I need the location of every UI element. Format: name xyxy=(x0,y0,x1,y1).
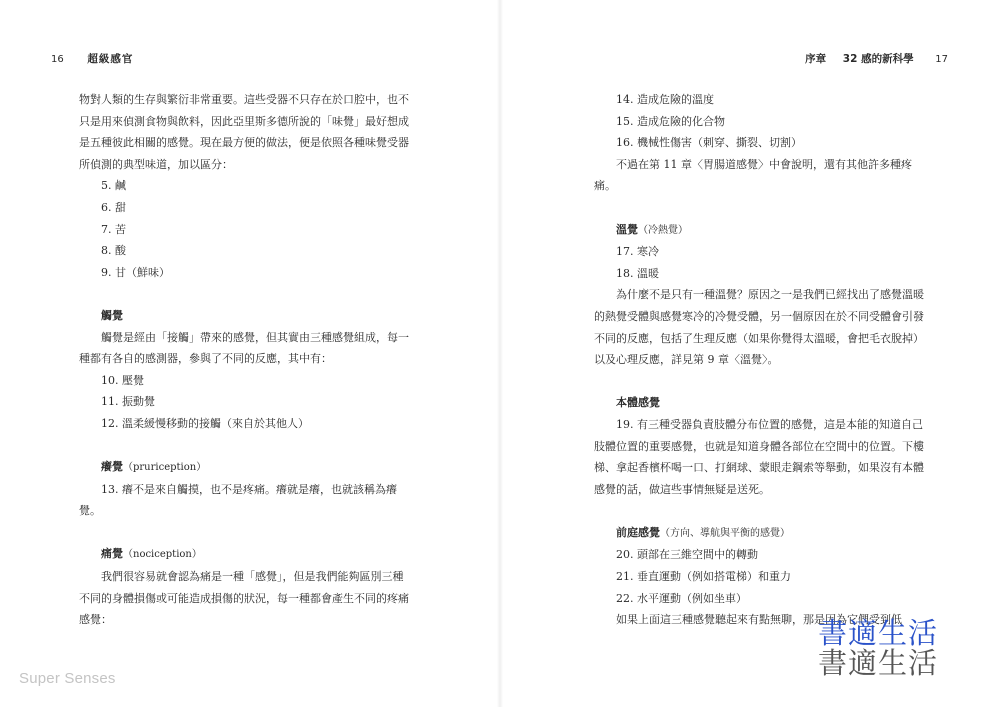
list-item: 11. 振動覺 xyxy=(101,395,155,409)
book-title: 超級感官 xyxy=(87,53,134,65)
list-item: 10. 壓覺 xyxy=(101,373,144,387)
list-item: 21. 垂直運動（例如搭電梯）和重力 xyxy=(616,570,791,584)
list-item: 8. 酸 xyxy=(101,244,126,258)
list-item: 5. 鹹 xyxy=(101,179,126,193)
left-running-header xyxy=(51,51,133,66)
paragraph: 物對人類的生存與繁衍非常重要。這些受器不只存在於口腔中，也不只是用來偵測食物與飲料，因此亞里斯多德所說的「味覺」最好想成是五種彼此相關的感覺。現在最方便的做法，便是依照各種味覺受器所偵測的典型味道，加以區分： xyxy=(79,93,409,171)
right-page-number: 17 xyxy=(935,54,948,65)
paragraph: 為什麼不是只有一種溫覺？原因之一是我們已經找出了感覺溫暖的熱覺受體與感覺寒冷的冷覺受體，另一個原因在於不同受體會引發不同的反應，包括了生理反應（如果你覺得太溫暖，會把毛衣脫掉）以及心理反應，詳見第 9 章〈溫覺〉。 xyxy=(594,288,924,367)
list-item: 15. 造成危險的化合物 xyxy=(616,114,725,128)
list-item: 12. 溫柔緩慢移動的接觸（來自於其他人） xyxy=(101,416,309,430)
list-item: 16. 機械性傷害（刺穿、撕裂、切割） xyxy=(616,136,802,150)
section-heading-thermal: 溫覺（冷熱覺） xyxy=(616,222,688,236)
chapter-label: 序章 xyxy=(805,53,827,65)
list-item: 9. 甘（鮮味） xyxy=(101,265,170,279)
paragraph: 我們很容易就會認為痛是一種「感覺」，但是我們能夠區別三種不同的身體損傷或可能造成損傷的狀況，每一種都會產生不同的疼痛感覺： xyxy=(79,570,409,627)
publisher-stamp: 書適生活 xyxy=(818,616,939,650)
publisher-stamp-shadow: 書適生活 xyxy=(818,646,939,680)
left-page-number: 16 xyxy=(51,54,64,65)
book-watermark: Super Senses xyxy=(19,670,116,687)
list-item: 22. 水平運動（例如坐車） xyxy=(616,591,747,605)
list-item: 7. 苦 xyxy=(101,222,126,236)
paragraph: 13. 癢不是來自觸摸，也不是疼痛。癢就是癢，也就該稱為癢覺。 xyxy=(79,482,397,518)
section-heading-touch: 觸覺 xyxy=(101,308,123,322)
section-heading-proprioception: 本體感覺 xyxy=(616,396,660,410)
paragraph: 觸覺是經由「接觸」帶來的感覺，但其實由三種感覺組成，每一種都有各自的感測器，參與了不同的反應，其中有： xyxy=(79,330,409,366)
paragraph: 如果上面這三種感覺聽起來有點無聊，那是因為它們受到低 xyxy=(616,613,902,627)
chapter-title: 32 感的新科學 xyxy=(842,53,914,65)
list-item: 18. 溫暖 xyxy=(616,266,659,280)
section-heading-vestibular: 前庭感覺（方向、導航與平衡的感覺） xyxy=(616,525,790,539)
list-item: 6. 甜 xyxy=(101,200,126,214)
right-running-header xyxy=(805,51,948,66)
paragraph: 19. 有三種受器負責肢體分布位置的感覺，這是本能的知道自己肢體位置的重要感覺，也就是知道身體各部位在空間中的位置。下樓梯、拿起香檳杯喝一口、打網球、蒙眼走鋼索等舉動，如果沒有本體感覺的話，做這些事情無疑是送死。 xyxy=(594,417,924,496)
list-item: 14. 造成危險的溫度 xyxy=(616,93,714,106)
list-item: 20. 頭部在三維空間中的轉動 xyxy=(616,548,758,562)
list-item: 17. 寒冷 xyxy=(616,245,659,259)
section-heading-pain: 痛覺（nociception） xyxy=(101,547,202,561)
paragraph: 不過在第 11 章〈胃腸道感覺〉中會說明，還有其他許多種疼痛。 xyxy=(594,157,912,193)
right-body-text xyxy=(594,89,924,631)
left-body-text xyxy=(79,89,409,631)
section-heading-itch: 癢覺（pruriception） xyxy=(101,460,207,474)
